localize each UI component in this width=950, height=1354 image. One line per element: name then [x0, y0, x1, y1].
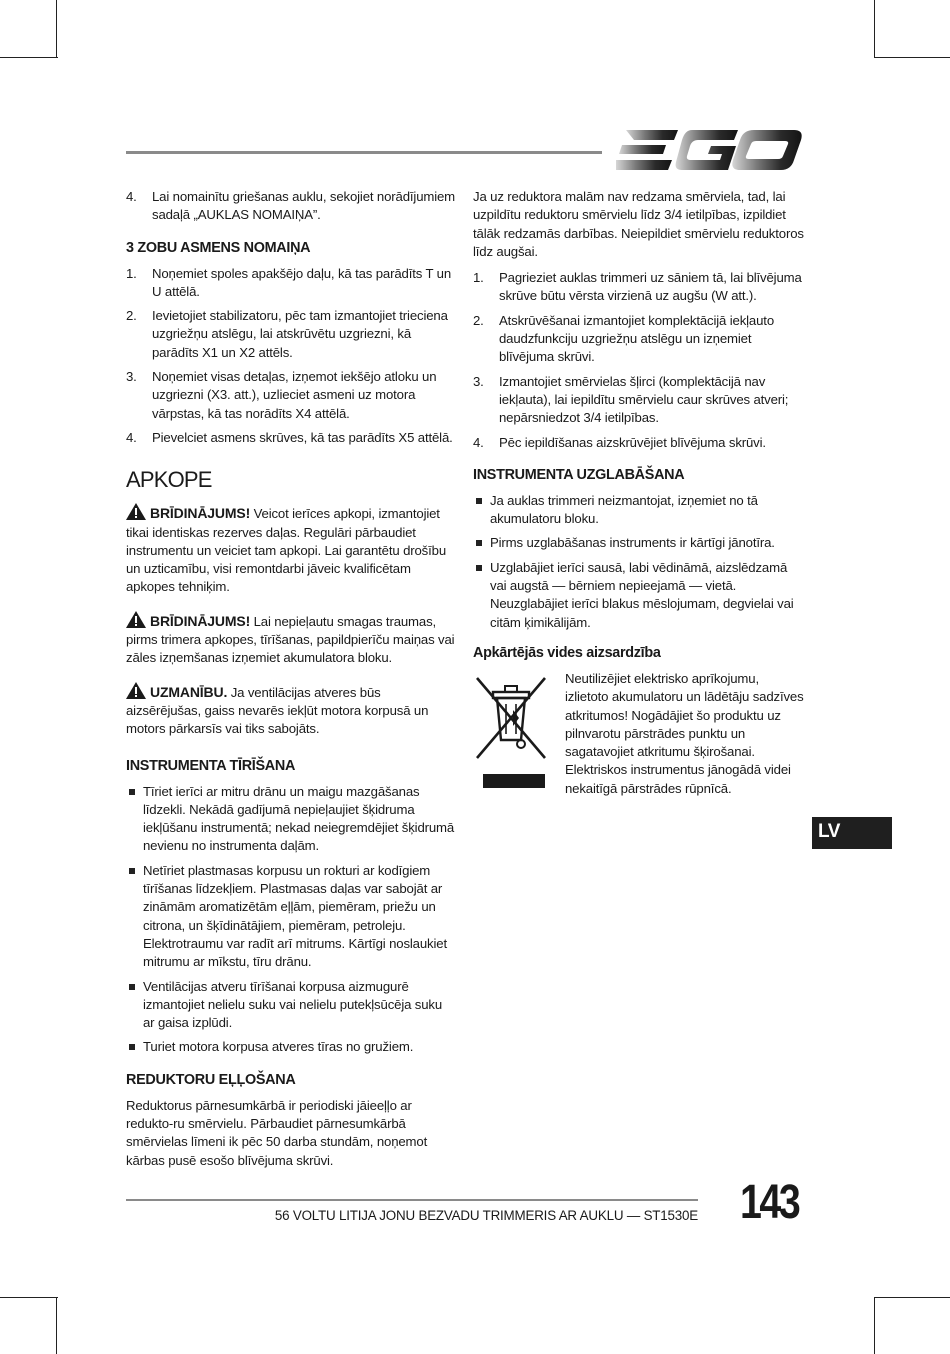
item-number: 2.	[126, 308, 137, 324]
item-number: 4.	[473, 434, 484, 450]
warning-text: Lai nepieļautu smagas traumas, pirms trimera apkopes, tīrīšanas, papildpierīču maiņas vai zāles izņemšanas izņemiet akumulatora bloku.	[126, 613, 455, 666]
list-item	[126, 265, 456, 302]
warning-label: BRĪDINĀJUMS!	[150, 505, 251, 522]
bullet-icon	[129, 789, 135, 795]
bullet-text: Pirms uzglabāšanas instruments ir kārtīgi jānotīra.	[490, 535, 775, 551]
weee-crossed-bin-icon	[473, 674, 549, 790]
crop-mark	[874, 1298, 875, 1354]
crop-mark	[874, 57, 950, 58]
crop-mark	[874, 1297, 950, 1298]
crop-mark	[0, 57, 58, 58]
section-heading-maintenance: APKOPE	[126, 467, 212, 493]
item-text: Noņemiet spoles apakšējo daļu, kā tas parādīts T un U attēlā.	[152, 265, 452, 299]
environment-text: Neutilizējiet elektrisko aprīkojumu, izlietoto akumulatoru un lādētāju sadzīves atkritumos! Nogādājiet šo produktu uz pilnvarotu pārstrādes punktu un sagatavojiet atkritumu šķirošanai. Elektriskos instrumentus jānogādā videi nekaitīgā pārstrādes rūpnīcā.	[565, 670, 804, 796]
crop-mark	[874, 0, 875, 58]
crop-mark	[56, 0, 57, 58]
list-item	[473, 269, 805, 306]
footer-rule	[126, 1199, 698, 1201]
warning-triangle-icon	[126, 682, 146, 699]
item-text: Noņemiet visas detaļas, izņemot iekšējo atloku un uzgriezni (X3. att.), uzlieciet asmeni uz motora vārpstas, kā tas norādīts X4 attēlā.	[152, 369, 437, 421]
caution-label: UZMANĪBU.	[150, 683, 228, 700]
list-item	[126, 429, 456, 447]
item-number: 4.	[126, 189, 137, 204]
bullet-item	[126, 783, 456, 856]
item-number: 3.	[126, 369, 137, 385]
item-number: 4.	[126, 429, 137, 445]
item-text: Pagrieziet auklas trimmeri uz sāniem tā, lai blīvējuma skrūve būtu vērsta virzienā uz augšu (W att.).	[499, 270, 802, 304]
section-heading-cleaning: INSTRUMENTA TĪRĪŠANA	[126, 757, 296, 774]
language-tab-label: LV	[818, 821, 840, 842]
list-item	[473, 312, 805, 367]
left-column	[126, 188, 456, 1176]
bullet-text: Turiet motora korpusa atveres tīras no gružiem.	[143, 1039, 414, 1055]
section-heading-lubrication: REDUKTORU EĻĻOŠANA	[126, 1071, 296, 1088]
item-text: Pēc iepildīšanas aizskrūvējiet blīvējuma skrūvi.	[499, 434, 766, 450]
list-item	[473, 434, 805, 452]
warning-triangle-icon	[126, 503, 146, 520]
ego-logo	[616, 128, 802, 172]
item-text: Izmantojiet smērvielas šļirci (komplektācijā nav iekļauta), lai iepildītu smērvielu caur skrūves atveri; nepārsniedzot 3/4 ietilpības.	[499, 373, 789, 426]
list-item	[126, 307, 456, 362]
bullet-text: Uzglabājiet ierīci sausā, labi vēdināmā, aizslēdzamā vai augstā — bērniem nepieejamā — vietā. Neuzglabājiet ierīci blakus mēslojumam, degvielai vai citām ķimikālijām.	[490, 559, 794, 630]
warning-paragraph	[126, 503, 456, 596]
right-column	[473, 188, 805, 798]
bullet-icon	[476, 565, 482, 571]
bullet-icon	[129, 1044, 135, 1050]
footer-title: 56 VOLTU LITIJA JONU BEZVADU TRIMMERIS AR AUKLU — ST1530E	[274, 1208, 698, 1223]
page-number: 143	[740, 1176, 799, 1229]
item-number: 1.	[126, 265, 137, 281]
bullet-item	[473, 492, 805, 529]
list-item	[473, 373, 805, 428]
header-rule	[126, 151, 602, 154]
crop-mark	[0, 1297, 58, 1298]
bullet-icon	[476, 540, 482, 546]
item-text: Ievietojiet stabilizatoru, pēc tam izmantojiet trieciena uzgriežņu atslēgu, lai atskrūvētu uzgriezni, kā parādīts X1 un X2 attēls.	[152, 308, 448, 360]
bullet-item	[126, 978, 456, 1033]
bullet-item	[473, 534, 805, 552]
bullet-item	[126, 862, 456, 972]
item-text: Pievelciet asmens skrūves, kā tas parādīts X5 attēlā.	[152, 429, 453, 445]
warning-triangle-icon	[126, 611, 146, 628]
item-number: 1.	[473, 270, 484, 286]
item-number: 2.	[473, 312, 484, 328]
item-text: Lai nomainītu griešanas auklu, sekojiet norādījumiem sadaļā „AUKLAS NOMAIŅA”.	[152, 189, 456, 223]
warning-text: Veicot ierīces apkopi, izmantojiet tikai identiskas rezerves daļas. Regulāri pārbaudiet instrumentu un veiciet tam apkopi. Lai garantētu drošību un uzticamību, visi remontdarbi jāveic kvalificētam apkopes tehniķim.	[126, 506, 447, 595]
warning-label: BRĪDINĀJUMS!	[150, 612, 251, 629]
list-item	[126, 368, 456, 423]
lubrication-continued-text: Ja uz reduktora malām nav redzama smērviela, tad, lai uzpildītu reduktoru smērvielu līdz 3/4 ietilpības, izpildiet tālāk redzamās darbības. Neiepildiet smērvielu reduktoros līdz augšai.	[473, 189, 804, 259]
section-heading-blade: 3 ZOBU ASMENS NOMAIŅA	[126, 239, 311, 256]
item-text: Atskrūvēšanai izmantojiet komplektācijā iekļauto daudzfunkciju uzgriežņu atslēgu un izņemiet blīvējuma skrūvi.	[499, 312, 774, 365]
bullet-item	[126, 1038, 456, 1056]
bullet-icon	[476, 498, 482, 504]
bullet-text: Ventilācijas atveru tīrīšanai korpusa aizmugurē izmantojiet nelielu suku vai nelielu putekļsūcēja suku ar gaisa izplūdi.	[143, 978, 443, 1031]
caution-text: Ja ventilācijas atveres būs aizsērējušas, gaiss nevarēs iekļūt motora korpusā un motors pārkarsīs vai tiks sabojāts.	[126, 684, 429, 737]
bullet-text: Ja auklas trimmeri neizmantojat, izņemiet no tā akumulatoru bloku.	[490, 492, 758, 527]
section-heading-storage: INSTRUMENTA UZGLABĀŠANA	[473, 466, 685, 483]
bullet-text: Netīriet plastmasas korpusu un rokturi ar kodīgiem tīrīšanas līdzekļiem. Plastmasas daļas var sabojāt ar zināmām aromatizētām eļļām, piemēram, priežu un citrona, un šķīdinātājiem, piemēram, petroleju. Elektrotraumu var radīt arī mitrums. Kārtīgi noslaukiet mitrumu ar mīkstu, tīru drānu.	[143, 862, 447, 970]
caution-paragraph	[126, 682, 456, 739]
item-number: 3.	[473, 373, 484, 389]
section-heading-environment: Apkārtējās vides aizsardzība	[473, 644, 661, 661]
bullet-item	[473, 559, 805, 632]
bullet-icon	[129, 868, 135, 874]
language-tab	[812, 817, 892, 849]
bullet-icon	[129, 984, 135, 990]
list-item	[126, 188, 456, 225]
bullet-text: Tīriet ierīci ar mitru drānu un maigu mazgāšanas līdzekli. Nekādā gadījumā nepieļaujiet šķidruma iekļūšanu instrumentā; nekad neiegremdējiet šķidrumā nevienu no instrumenta daļām.	[143, 783, 455, 854]
warning-paragraph	[126, 611, 456, 668]
environment-block	[473, 670, 805, 798]
crop-mark	[56, 1298, 57, 1354]
lubrication-text: Reduktorus pārnesumkārbā ir periodiski jāieeļļo ar redukto-ru smērvielu. Pārbaudiet pārnesumkārbā smērvielas līmeni ik pēc 50 darba stundām, noņemot kārbas pusē esošo blīvējuma skrūvi.	[126, 1097, 428, 1168]
